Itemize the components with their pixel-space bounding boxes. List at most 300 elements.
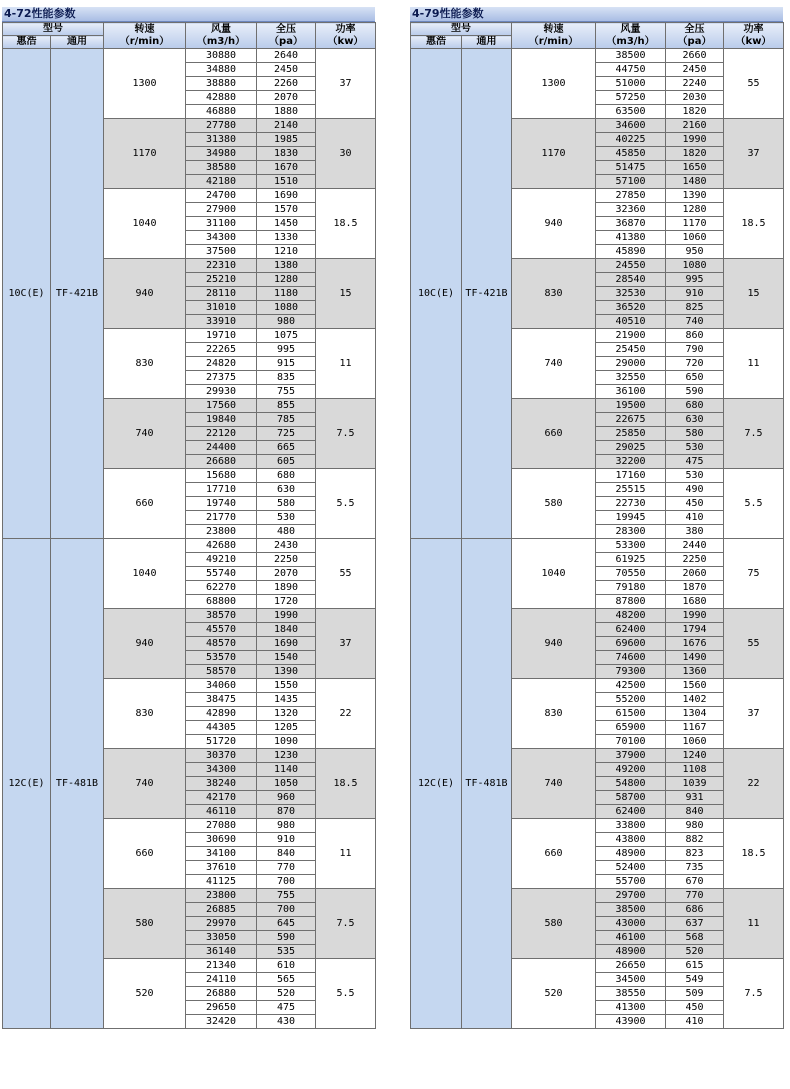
- speed-cell: 830: [512, 259, 596, 329]
- speed-cell: 1040: [512, 539, 596, 609]
- pressure-cell: 650: [666, 371, 724, 385]
- flow-cell: 27900: [186, 203, 257, 217]
- flow-cell: 32200: [596, 455, 666, 469]
- flow-cell: 38580: [186, 161, 257, 175]
- flow-cell: 38500: [596, 49, 666, 63]
- flow-cell: 24820: [186, 357, 257, 371]
- flow-cell: 51720: [186, 735, 257, 749]
- flow-cell: 62270: [186, 581, 257, 595]
- speed-cell: 1170: [512, 119, 596, 189]
- pressure-cell: 950: [666, 245, 724, 259]
- model-tongyong-cell: TF-421B: [51, 49, 104, 539]
- pressure-cell: 1330: [257, 231, 316, 245]
- pressure-cell: 785: [257, 413, 316, 427]
- flow-cell: 42170: [186, 791, 257, 805]
- flow-cell: 32550: [596, 371, 666, 385]
- speed-cell: 830: [104, 329, 186, 399]
- speed-cell: 940: [104, 609, 186, 679]
- pressure-cell: 960: [257, 791, 316, 805]
- power-cell: 11: [724, 889, 784, 959]
- flow-cell: 33050: [186, 931, 257, 945]
- pressure-cell: 475: [257, 1001, 316, 1015]
- header-speed: [104, 23, 186, 49]
- flow-cell: 34300: [186, 763, 257, 777]
- header-tongyong: 通用: [462, 36, 512, 49]
- flow-cell: 17160: [596, 469, 666, 483]
- power-cell: 22: [724, 749, 784, 819]
- header-power-label: 功率: [743, 23, 764, 35]
- power-cell: 55: [724, 609, 784, 679]
- flow-cell: 52400: [596, 861, 666, 875]
- flow-cell: 61500: [596, 707, 666, 721]
- speed-cell: 940: [512, 609, 596, 679]
- flow-cell: 32530: [596, 287, 666, 301]
- pressure-cell: 2060: [666, 567, 724, 581]
- pressure-cell: 1550: [257, 679, 316, 693]
- pressure-cell: 1080: [666, 259, 724, 273]
- speed-cell: 740: [512, 329, 596, 399]
- header-power: [316, 23, 376, 49]
- power-cell: 18.5: [316, 749, 376, 819]
- pressure-cell: 1670: [257, 161, 316, 175]
- header-flow-label: 风量: [211, 23, 231, 35]
- pressure-cell: 790: [666, 343, 724, 357]
- header-pressure: [666, 23, 724, 49]
- flow-cell: 34880: [186, 63, 257, 77]
- flow-cell: 45890: [596, 245, 666, 259]
- flow-cell: 38500: [596, 903, 666, 917]
- flow-cell: 37900: [596, 749, 666, 763]
- speed-cell: 1300: [104, 49, 186, 119]
- pressure-cell: 1510: [257, 175, 316, 189]
- pressure-cell: 1320: [257, 707, 316, 721]
- flow-cell: 41300: [596, 1001, 666, 1015]
- header-speed-unit: （r/min）: [528, 35, 579, 47]
- pressure-cell: 910: [257, 833, 316, 847]
- flow-cell: 34980: [186, 147, 257, 161]
- pressure-cell: 410: [666, 1015, 724, 1029]
- speed-cell: 740: [104, 749, 186, 819]
- pressure-cell: 665: [257, 441, 316, 455]
- flow-cell: 25850: [596, 427, 666, 441]
- power-cell: 37: [316, 49, 376, 119]
- pressure-cell: 1985: [257, 133, 316, 147]
- flow-cell: 38550: [596, 987, 666, 1001]
- flow-cell: 42680: [186, 539, 257, 553]
- pressure-cell: 720: [666, 357, 724, 371]
- pressure-cell: 931: [666, 791, 724, 805]
- flow-cell: 34500: [596, 973, 666, 987]
- speed-cell: 940: [512, 189, 596, 259]
- flow-cell: 62400: [596, 623, 666, 637]
- flow-cell: 38240: [186, 777, 257, 791]
- header-speed-unit: （r/min）: [119, 35, 170, 47]
- pressure-cell: 1402: [666, 693, 724, 707]
- flow-cell: 26880: [186, 987, 257, 1001]
- power-cell: 22: [316, 679, 376, 749]
- flow-cell: 27780: [186, 119, 257, 133]
- pressure-cell: 980: [257, 315, 316, 329]
- header-pressure-label: 全压: [276, 23, 296, 35]
- speed-cell: 520: [512, 959, 596, 1029]
- pressure-cell: 1380: [257, 259, 316, 273]
- flow-cell: 25515: [596, 483, 666, 497]
- pressure-cell: 1840: [257, 623, 316, 637]
- table-panel-4-72: [2, 7, 375, 1029]
- pressure-cell: 565: [257, 973, 316, 987]
- pressure-cell: 630: [257, 483, 316, 497]
- pressure-cell: 380: [666, 525, 724, 539]
- pressure-cell: 1540: [257, 651, 316, 665]
- pressure-cell: 549: [666, 973, 724, 987]
- flow-cell: 29025: [596, 441, 666, 455]
- flow-cell: 24700: [186, 189, 257, 203]
- flow-cell: 37610: [186, 861, 257, 875]
- speed-cell: 580: [512, 469, 596, 539]
- flow-cell: 30880: [186, 49, 257, 63]
- pressure-cell: 1830: [257, 147, 316, 161]
- model-huihao-cell: 10C(E): [3, 49, 51, 539]
- flow-cell: 28110: [186, 287, 257, 301]
- flow-cell: 17710: [186, 483, 257, 497]
- flow-cell: 29970: [186, 917, 257, 931]
- flow-cell: 46110: [186, 805, 257, 819]
- pressure-cell: 1990: [257, 609, 316, 623]
- speed-cell: 1040: [104, 539, 186, 609]
- pressure-cell: 1280: [666, 203, 724, 217]
- power-cell: 18.5: [724, 819, 784, 889]
- flow-cell: 34300: [186, 231, 257, 245]
- pressure-cell: 2640: [257, 49, 316, 63]
- pressure-cell: 1108: [666, 763, 724, 777]
- power-cell: 7.5: [316, 399, 376, 469]
- flow-cell: 48570: [186, 637, 257, 651]
- flow-cell: 58700: [596, 791, 666, 805]
- speed-cell: 580: [512, 889, 596, 959]
- pressure-cell: 1990: [666, 609, 724, 623]
- pressure-cell: 995: [666, 273, 724, 287]
- header-flow-unit: （m3/h）: [196, 35, 246, 47]
- flow-cell: 53570: [186, 651, 257, 665]
- pressure-cell: 870: [257, 805, 316, 819]
- pressure-cell: 645: [257, 917, 316, 931]
- flow-cell: 55700: [596, 875, 666, 889]
- speed-cell: 660: [104, 819, 186, 889]
- header-pressure-unit: （pa）: [677, 35, 712, 47]
- pressure-cell: 1170: [666, 217, 724, 231]
- flow-cell: 27080: [186, 819, 257, 833]
- power-cell: 55: [724, 49, 784, 119]
- pressure-cell: 1560: [666, 679, 724, 693]
- header-speed-label: 转速: [543, 23, 564, 35]
- pressure-cell: 1880: [257, 105, 316, 119]
- pressure-cell: 580: [257, 497, 316, 511]
- flow-cell: 26680: [186, 455, 257, 469]
- power-cell: 11: [316, 329, 376, 399]
- power-cell: 18.5: [316, 189, 376, 259]
- pressure-cell: 680: [257, 469, 316, 483]
- model-huihao-cell: 10C(E): [411, 49, 462, 539]
- header-speed-label: 转速: [134, 23, 155, 35]
- pressure-cell: 530: [257, 511, 316, 525]
- flow-cell: 48900: [596, 945, 666, 959]
- power-cell: 15: [724, 259, 784, 329]
- flow-cell: 48900: [596, 847, 666, 861]
- flow-cell: 17560: [186, 399, 257, 413]
- flow-cell: 49210: [186, 553, 257, 567]
- pressure-cell: 637: [666, 917, 724, 931]
- pressure-cell: 2430: [257, 539, 316, 553]
- speed-cell: 830: [104, 679, 186, 749]
- flow-cell: 24550: [596, 259, 666, 273]
- flow-cell: 87800: [596, 595, 666, 609]
- flow-cell: 29930: [186, 385, 257, 399]
- speed-cell: 740: [104, 399, 186, 469]
- flow-cell: 45850: [596, 147, 666, 161]
- model-tongyong-cell: TF-481B: [462, 539, 512, 1029]
- power-cell: 7.5: [316, 889, 376, 959]
- flow-cell: 19945: [596, 511, 666, 525]
- pressure-cell: 2240: [666, 77, 724, 91]
- pressure-cell: 590: [257, 931, 316, 945]
- power-cell: 37: [724, 119, 784, 189]
- power-cell: 18.5: [724, 189, 784, 259]
- pressure-cell: 1794: [666, 623, 724, 637]
- pressure-cell: 480: [257, 525, 316, 539]
- header-huihao: 惠浩: [411, 36, 462, 49]
- header-power-label: 功率: [335, 23, 356, 35]
- pressure-cell: 1140: [257, 763, 316, 777]
- flow-cell: 29650: [186, 1001, 257, 1015]
- flow-cell: 22310: [186, 259, 257, 273]
- pressure-cell: 2250: [666, 553, 724, 567]
- pressure-cell: 430: [257, 1015, 316, 1029]
- flow-cell: 55740: [186, 567, 257, 581]
- speed-cell: 520: [104, 959, 186, 1029]
- flow-cell: 34100: [186, 847, 257, 861]
- pressure-cell: 520: [257, 987, 316, 1001]
- pressure-cell: 509: [666, 987, 724, 1001]
- flow-cell: 19710: [186, 329, 257, 343]
- header-flow: [596, 23, 666, 49]
- flow-cell: 25450: [596, 343, 666, 357]
- pressure-cell: 2450: [666, 63, 724, 77]
- power-cell: 37: [724, 679, 784, 749]
- pressure-cell: 475: [666, 455, 724, 469]
- flow-cell: 36140: [186, 945, 257, 959]
- power-cell: 11: [316, 819, 376, 889]
- flow-cell: 27375: [186, 371, 257, 385]
- flow-cell: 46880: [186, 105, 257, 119]
- flow-cell: 42500: [596, 679, 666, 693]
- flow-cell: 31010: [186, 301, 257, 315]
- pressure-cell: 1450: [257, 217, 316, 231]
- flow-cell: 28540: [596, 273, 666, 287]
- flow-cell: 48200: [596, 609, 666, 623]
- pressure-cell: 1690: [257, 189, 316, 203]
- flow-cell: 26650: [596, 959, 666, 973]
- flow-cell: 55200: [596, 693, 666, 707]
- flow-cell: 70100: [596, 735, 666, 749]
- pressure-cell: 490: [666, 483, 724, 497]
- pressure-cell: 1167: [666, 721, 724, 735]
- header-row: [3, 23, 376, 36]
- pressure-cell: 1390: [257, 665, 316, 679]
- pressure-cell: 995: [257, 343, 316, 357]
- performance-table: [410, 22, 784, 1029]
- header-type: 型号: [3, 23, 104, 36]
- flow-cell: 33800: [596, 819, 666, 833]
- pressure-cell: 630: [666, 413, 724, 427]
- flow-cell: 27850: [596, 189, 666, 203]
- pressure-cell: 823: [666, 847, 724, 861]
- pressure-cell: 770: [666, 889, 724, 903]
- table-row: [411, 539, 784, 553]
- pressure-cell: 770: [257, 861, 316, 875]
- header-power: [724, 23, 784, 49]
- flow-cell: 22265: [186, 343, 257, 357]
- flow-cell: 34600: [596, 119, 666, 133]
- pressure-cell: 1075: [257, 329, 316, 343]
- speed-cell: 660: [104, 469, 186, 539]
- pressure-cell: 568: [666, 931, 724, 945]
- flow-cell: 68800: [186, 595, 257, 609]
- flow-cell: 42880: [186, 91, 257, 105]
- pressure-cell: 910: [666, 287, 724, 301]
- flow-cell: 21770: [186, 511, 257, 525]
- header-type: 型号: [411, 23, 512, 36]
- pressure-cell: 1870: [666, 581, 724, 595]
- pressure-cell: 915: [257, 357, 316, 371]
- power-cell: 55: [316, 539, 376, 609]
- pressure-cell: 1490: [666, 651, 724, 665]
- flow-cell: 24400: [186, 441, 257, 455]
- pressure-cell: 1039: [666, 777, 724, 791]
- power-cell: 30: [316, 119, 376, 189]
- table-row: [3, 539, 376, 553]
- speed-cell: 830: [512, 679, 596, 749]
- power-cell: 75: [724, 539, 784, 609]
- flow-cell: 58570: [186, 665, 257, 679]
- pressure-cell: 1240: [666, 749, 724, 763]
- pressure-cell: 860: [666, 329, 724, 343]
- pressure-cell: 686: [666, 903, 724, 917]
- flow-cell: 43900: [596, 1015, 666, 1029]
- pressure-cell: 610: [257, 959, 316, 973]
- flow-cell: 40225: [596, 133, 666, 147]
- pressure-cell: 1205: [257, 721, 316, 735]
- flow-cell: 21900: [596, 329, 666, 343]
- pressure-cell: 840: [666, 805, 724, 819]
- power-cell: 5.5: [724, 469, 784, 539]
- pressure-cell: 530: [666, 469, 724, 483]
- pressure-cell: 535: [257, 945, 316, 959]
- header-flow-label: 风量: [620, 23, 641, 35]
- flow-cell: 41125: [186, 875, 257, 889]
- pressure-cell: 2140: [257, 119, 316, 133]
- pressure-cell: 740: [666, 315, 724, 329]
- flow-cell: 37500: [186, 245, 257, 259]
- flow-cell: 54800: [596, 777, 666, 791]
- flow-cell: 42180: [186, 175, 257, 189]
- pressure-cell: 1680: [666, 595, 724, 609]
- flow-cell: 31100: [186, 217, 257, 231]
- header-pressure-label: 全压: [684, 23, 705, 35]
- performance-table: [2, 22, 376, 1029]
- pressure-cell: 700: [257, 903, 316, 917]
- flow-cell: 62400: [596, 805, 666, 819]
- header-power-unit: （kw）: [327, 35, 364, 47]
- flow-cell: 22120: [186, 427, 257, 441]
- pressure-cell: 590: [666, 385, 724, 399]
- speed-cell: 580: [104, 889, 186, 959]
- pressure-cell: 2660: [666, 49, 724, 63]
- table-panel-4-79: [410, 7, 783, 1029]
- model-tongyong-cell: TF-421B: [462, 49, 512, 539]
- flow-cell: 25210: [186, 273, 257, 287]
- pressure-cell: 2030: [666, 91, 724, 105]
- pressure-cell: 1676: [666, 637, 724, 651]
- table-title: 4-79性能参数: [410, 7, 783, 22]
- flow-cell: 65900: [596, 721, 666, 735]
- flow-cell: 70550: [596, 567, 666, 581]
- flow-cell: 44750: [596, 63, 666, 77]
- pressure-cell: 1230: [257, 749, 316, 763]
- speed-cell: 740: [512, 749, 596, 819]
- pressure-cell: 980: [257, 819, 316, 833]
- pressure-cell: 1060: [666, 735, 724, 749]
- flow-cell: 19500: [596, 399, 666, 413]
- flow-cell: 19840: [186, 413, 257, 427]
- flow-cell: 29700: [596, 889, 666, 903]
- pressure-cell: 855: [257, 399, 316, 413]
- pressure-cell: 882: [666, 833, 724, 847]
- pressure-cell: 1690: [257, 637, 316, 651]
- pressure-cell: 2070: [257, 91, 316, 105]
- pressure-cell: 2160: [666, 119, 724, 133]
- flow-cell: 23800: [186, 525, 257, 539]
- pressure-cell: 2440: [666, 539, 724, 553]
- pressure-cell: 1480: [666, 175, 724, 189]
- pressure-cell: 1570: [257, 203, 316, 217]
- header-pressure-unit: （pa）: [269, 35, 303, 47]
- pressure-cell: 1304: [666, 707, 724, 721]
- pressure-cell: 1080: [257, 301, 316, 315]
- pressure-cell: 725: [257, 427, 316, 441]
- flow-cell: 53300: [596, 539, 666, 553]
- flow-cell: 74600: [596, 651, 666, 665]
- header-power-unit: （kw）: [735, 35, 772, 47]
- flow-cell: 51475: [596, 161, 666, 175]
- pressure-cell: 1820: [666, 105, 724, 119]
- flow-cell: 15680: [186, 469, 257, 483]
- power-cell: 5.5: [316, 959, 376, 1029]
- power-cell: 11: [724, 329, 784, 399]
- flow-cell: 42890: [186, 707, 257, 721]
- pressure-cell: 2250: [257, 553, 316, 567]
- pressure-cell: 1360: [666, 665, 724, 679]
- pressure-cell: 680: [666, 399, 724, 413]
- flow-cell: 43000: [596, 917, 666, 931]
- flow-cell: 26885: [186, 903, 257, 917]
- speed-cell: 940: [104, 259, 186, 329]
- table-row: [3, 49, 376, 63]
- pressure-cell: 530: [666, 441, 724, 455]
- pressure-cell: 1060: [666, 231, 724, 245]
- flow-cell: 36520: [596, 301, 666, 315]
- power-cell: 5.5: [316, 469, 376, 539]
- flow-cell: 22730: [596, 497, 666, 511]
